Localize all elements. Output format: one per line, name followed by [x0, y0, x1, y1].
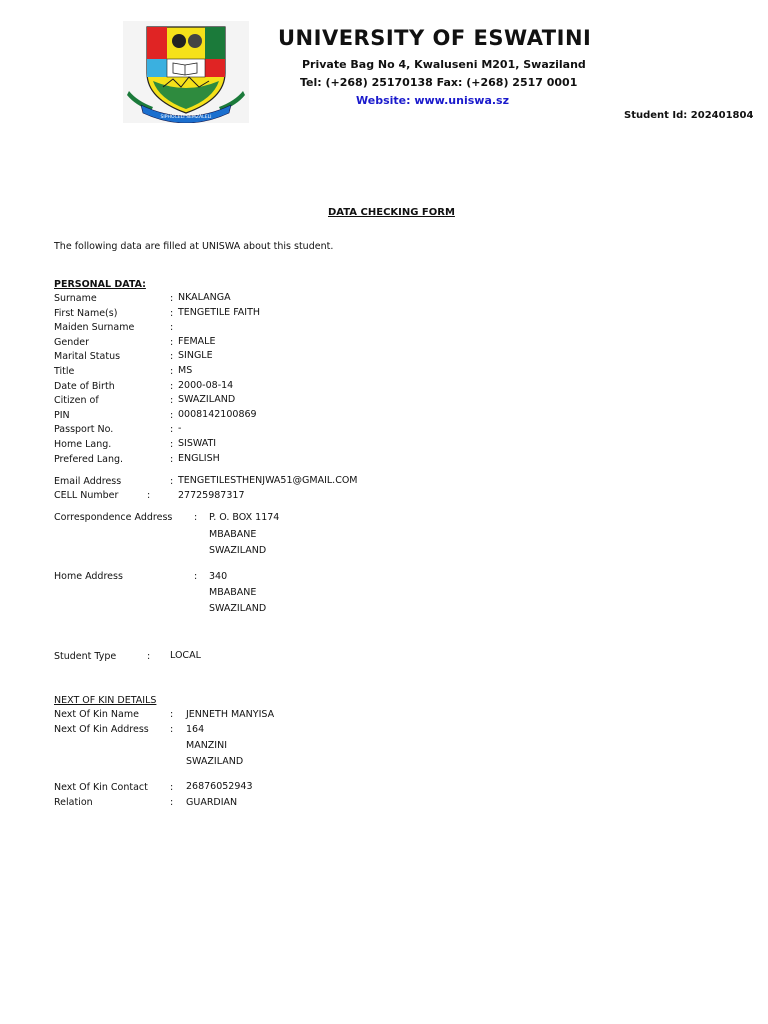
personal-field-colon: : — [170, 351, 174, 362]
personal-field-value: FEMALE — [178, 336, 216, 347]
contact-tel-fax: Tel: (+268) 25170138 Fax: (+268) 2517 0001 — [300, 76, 578, 89]
correspondence-address-label: Correspondence Address — [54, 512, 173, 523]
correspondence-line: SWAZILAND — [209, 545, 267, 556]
personal-field-colon: : — [170, 410, 174, 421]
kin-address-label: Next Of Kin Address — [54, 724, 149, 735]
personal-field-colon: : — [170, 381, 174, 392]
cell-colon: : — [147, 490, 151, 501]
personal-field-label: Surname — [54, 293, 97, 304]
kin-address-line: 164 — [186, 724, 205, 735]
relation-value: GUARDIAN — [186, 797, 238, 808]
personal-field-label: Maiden Surname — [54, 322, 135, 333]
personal-field-value: 2000-08-14 — [178, 380, 234, 391]
kin-name-value: JENNETH MANYISA — [186, 709, 275, 720]
personal-field-colon: : — [170, 293, 174, 304]
cell-label: CELL Number — [54, 490, 119, 501]
personal-field-value: SINGLE — [178, 350, 213, 361]
personal-field-colon: : — [170, 424, 174, 435]
personal-field-value: MS — [178, 365, 193, 376]
personal-field-label: PIN — [54, 410, 70, 421]
email-label: Email Address — [54, 476, 122, 487]
personal-field-label: Passport No. — [54, 424, 114, 435]
correspondence-line: P. O. BOX 1174 — [209, 512, 280, 523]
kin-contact-value: 26876052943 — [186, 781, 253, 792]
personal-field-value: SWAZILAND — [178, 394, 236, 405]
kin-address-colon: : — [170, 724, 174, 735]
personal-field-colon: : — [170, 337, 174, 348]
student-id: Student Id: 202401804 — [624, 110, 754, 121]
personal-field-label: Prefered Lang. — [54, 454, 124, 465]
personal-field-label: Title — [54, 366, 75, 377]
home-address-line: 340 — [209, 571, 228, 582]
student-type-label: Student Type — [54, 651, 117, 662]
postal-address: Private Bag No 4, Kwaluseni M201, Swaziland — [302, 58, 586, 71]
cell-value: 27725987317 — [178, 490, 245, 501]
home-address-label: Home Address — [54, 571, 123, 582]
personal-data-heading: PERSONAL DATA: — [54, 279, 146, 290]
personal-field-value: - — [178, 423, 182, 434]
personal-field-colon: : — [170, 366, 174, 377]
home-address-line: SWAZILAND — [209, 603, 267, 614]
correspondence-line: MBABANE — [209, 529, 257, 540]
personal-field-value: ENGLISH — [178, 453, 220, 464]
university-crest-logo — [123, 21, 249, 123]
relation-label: Relation — [54, 797, 93, 808]
student-type-colon: : — [147, 651, 151, 662]
kin-address-line: SWAZILAND — [186, 756, 244, 767]
correspondence-colon: : — [194, 512, 198, 523]
home-address-line: MBABANE — [209, 587, 257, 598]
personal-field-value: NKALANGA — [178, 292, 231, 303]
form-title: DATA CHECKING FORM — [328, 207, 455, 218]
personal-field-colon: : — [170, 395, 174, 406]
personal-field-colon: : — [170, 322, 174, 333]
personal-field-colon: : — [170, 308, 174, 319]
personal-field-value: TENGETILE FAITH — [178, 307, 261, 318]
personal-field-label: Home Lang. — [54, 439, 112, 450]
next-of-kin-heading: NEXT OF KIN DETAILS — [54, 695, 157, 706]
personal-field-label: Gender — [54, 337, 90, 348]
relation-colon: : — [170, 797, 174, 808]
form-intro: The following data are filled at UNISWA about this student. — [54, 241, 334, 252]
svg-text:SIPHOCELI SEMZALELI: SIPHOCELI SEMZALELI — [160, 115, 212, 120]
personal-field-label: Marital Status — [54, 351, 121, 362]
kin-name-label: Next Of Kin Name — [54, 709, 139, 720]
personal-field-colon: : — [170, 454, 174, 465]
university-name: UNIVERSITY OF ESWATINI — [278, 26, 592, 50]
personal-field-value: SISWATI — [178, 438, 217, 449]
personal-field-label: Citizen of — [54, 395, 99, 406]
student-type-value: LOCAL — [170, 650, 201, 661]
personal-field-label: Date of Birth — [54, 381, 115, 392]
email-colon: : — [170, 476, 174, 487]
personal-field-label: First Name(s) — [54, 308, 118, 319]
personal-field-value: 0008142100869 — [178, 409, 257, 420]
kin-address-line: MANZINI — [186, 740, 228, 751]
personal-field-colon: : — [170, 439, 174, 450]
email-value: TENGETILESTHENJWA51@GMAIL.COM — [178, 475, 358, 486]
kin-name-colon: : — [170, 709, 174, 720]
website-link[interactable]: Website: www.uniswa.sz — [356, 94, 509, 107]
home-address-colon: : — [194, 571, 198, 582]
kin-contact-colon: : — [170, 782, 174, 793]
kin-contact-label: Next Of Kin Contact — [54, 782, 148, 793]
